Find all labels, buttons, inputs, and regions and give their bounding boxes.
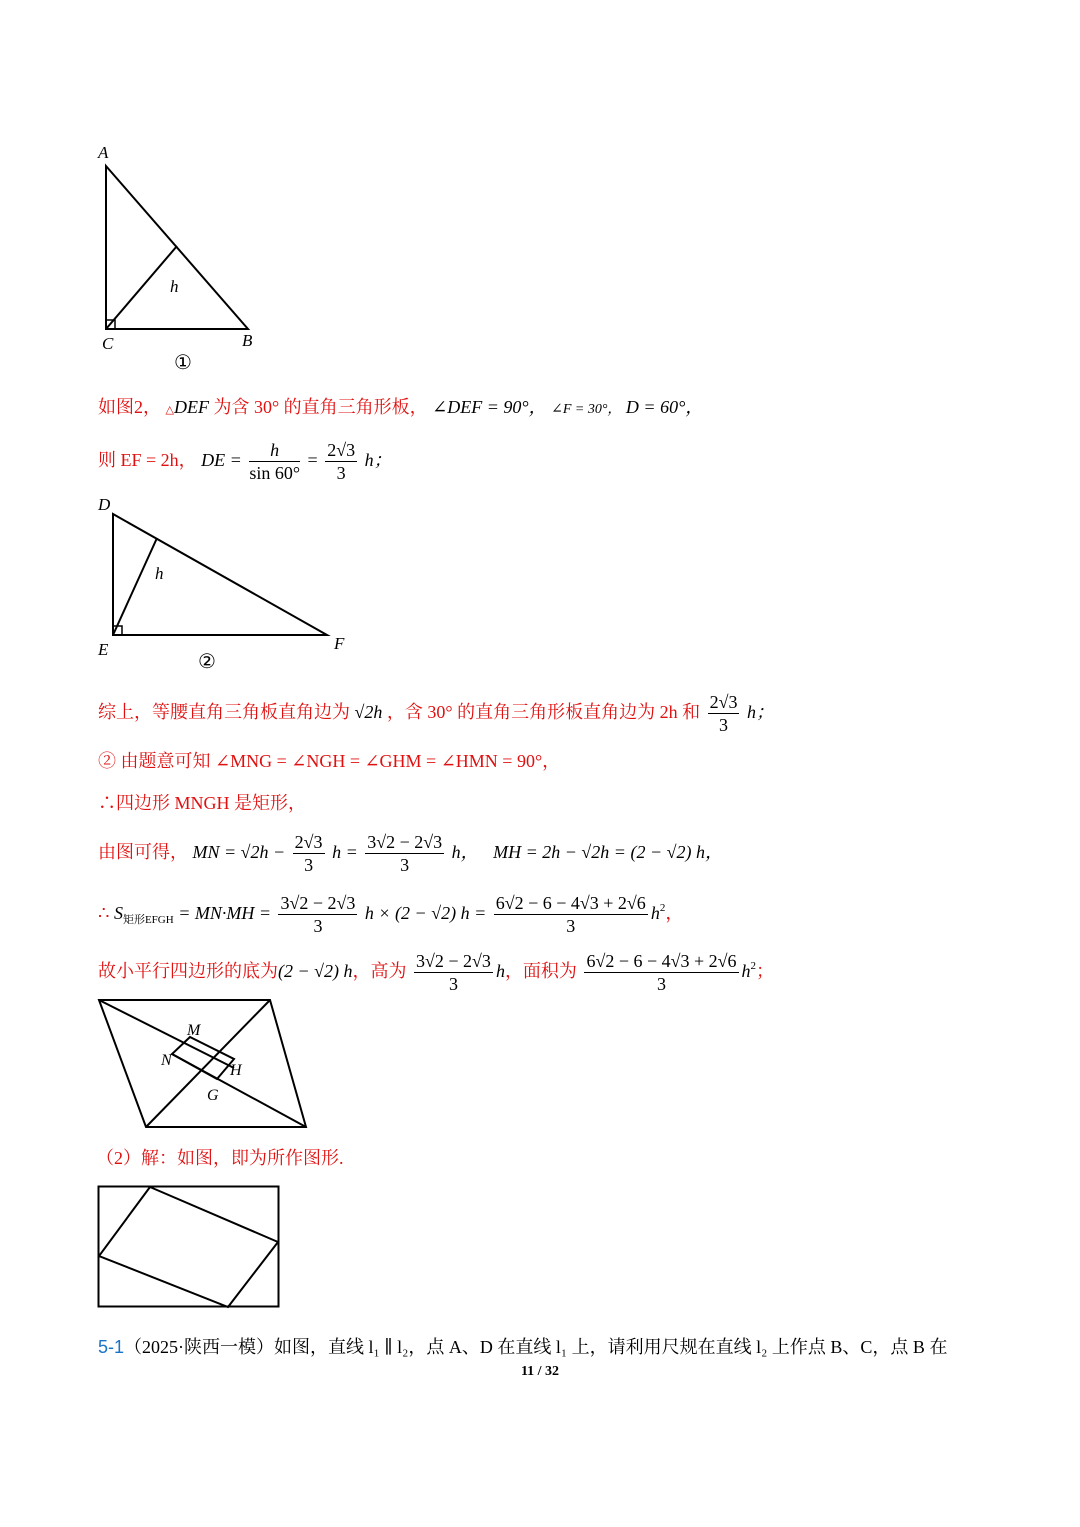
- line-def-intro: [98, 394, 703, 423]
- text-l7sub: 矩形EFGH: [122, 914, 174, 926]
- text-l8sup: 2: [750, 960, 757, 972]
- text-l2end: h；: [364, 450, 392, 470]
- line-area: [98, 884, 683, 944]
- text-l8a: 故小平行四边形的底为: [98, 961, 278, 981]
- figure-2-caption: ②: [198, 651, 216, 673]
- text-l1a: 如图2，: [98, 397, 161, 417]
- label-G: G: [207, 1087, 219, 1104]
- text-l1e: ∠F = 30°，: [551, 402, 622, 417]
- text-l1f: D = 60°，: [625, 397, 704, 417]
- figure-3-parallelogram: [95, 995, 315, 1135]
- text-l6d: h，: [451, 842, 479, 862]
- text-l8g: ；: [756, 961, 775, 981]
- text-l8c: ，高为: [352, 961, 407, 981]
- label-F: F: [334, 634, 345, 653]
- line-rectangle: [98, 790, 306, 816]
- line-conclusion: [98, 942, 774, 995]
- figure-2-triangle: [90, 492, 360, 674]
- label-M: M: [187, 1022, 201, 1039]
- figure-1-caption: ①: [174, 352, 192, 374]
- label-D: D: [98, 495, 111, 514]
- fraction-l8-2: $\frac{6√2 - 6 - 4√3 + 2√6}{3}$: [586, 951, 737, 995]
- line-angles: ② 由题意可知 ∠MNG = ∠NGH = ∠GHM = ∠HMN = 90°，: [98, 751, 561, 771]
- line-mn-mh: [98, 828, 723, 876]
- fraction-l6-1: $\frac{2√3}{3}$: [294, 832, 323, 876]
- triangle-symbol: △: [165, 404, 174, 416]
- text-l2eq: =: [307, 450, 318, 470]
- text-l7f: ，: [665, 903, 684, 923]
- line-ef-de: [98, 436, 392, 484]
- question-text: （2025·陕西一模）如图，直线 l₁ ∥ l₂，点 A、D 在直线 l₁ 上，请利用尺规在直线 l₂ 上作点 B、C，点 B 在: [124, 1337, 948, 1357]
- text-l7e: h: [650, 903, 660, 923]
- text-l7sup: 2: [659, 902, 666, 914]
- fraction-l8-1: $\frac{3√2 - 2√3}{3}$: [416, 951, 491, 995]
- label-A: A: [98, 143, 109, 162]
- text-l3a: 综上，等腰直角三角板直角边为: [98, 702, 350, 722]
- line-summary: [98, 688, 774, 736]
- text-l2a: 则 EF = 2h，: [98, 450, 197, 470]
- therefore-symbol-2: ∴: [98, 903, 110, 923]
- text-l8b: (2 − √2) h: [278, 961, 353, 981]
- text-l5b: 四边形 MNGH 是矩形，: [116, 793, 307, 813]
- text-l8d: h: [495, 961, 505, 981]
- fraction-l7-2: $\frac{6√2 - 6 - 4√3 + 2√6}{3}$: [495, 893, 646, 937]
- text-l1c: 为含 30° 的直角三角形板，: [208, 397, 428, 417]
- question-number: 5-1: [98, 1337, 125, 1357]
- text-l7c: = MN·MH =: [173, 903, 271, 923]
- text-l3b: √2h: [354, 702, 383, 722]
- text-l3c: ，含 30° 的直角三角形板直角边为 2h 和: [386, 702, 701, 722]
- label-C: C: [102, 334, 114, 353]
- text-l8e: ，面积为: [504, 961, 577, 981]
- figure-4-construction: [96, 1184, 282, 1310]
- text-l6b: MN = √2h −: [192, 842, 286, 862]
- figure-1-triangle: [90, 140, 280, 375]
- fraction-h-sin60: $\frac{h}{\sin 60^\circ}$: [249, 440, 301, 484]
- fraction-l6-2: $\frac{3√2 - 2√3}{3}$: [367, 832, 443, 876]
- therefore-symbol: ∴: [98, 793, 116, 813]
- text-l6a: 由图可得，: [98, 842, 188, 862]
- text-l7d: h × (2 − √2) h =: [364, 903, 487, 923]
- label-E: E: [98, 640, 109, 659]
- fraction-2root3-3: $\frac{2√3}{3}$: [327, 440, 356, 484]
- text-l1d: ∠DEF = 90°，: [432, 397, 547, 417]
- question-5-1: [98, 1334, 947, 1360]
- text-l1b: DEF: [173, 397, 209, 417]
- text-l8f: h: [741, 961, 751, 981]
- label-N: N: [161, 1052, 172, 1069]
- label-h: h: [170, 277, 179, 296]
- fraction-l3: $\frac{2√3}{3}$: [709, 692, 738, 736]
- text-l7b: S: [113, 903, 123, 923]
- label-B: B: [242, 331, 253, 350]
- text-l2b: DE =: [201, 450, 242, 470]
- text-l3end: h；: [746, 702, 774, 722]
- label-h2: h: [155, 564, 164, 583]
- page-footer: 11 / 32: [520, 1364, 560, 1379]
- label-H: H: [230, 1062, 242, 1079]
- text-l6c: h =: [332, 842, 358, 862]
- line-part2: （2）解：如图，即为所作图形.: [96, 1148, 344, 1168]
- text-l6e: MH = 2h − √2h = (2 − √2) h，: [493, 842, 723, 862]
- fraction-l7-1: $\frac{3√2 - 2√3}{3}$: [280, 893, 356, 937]
